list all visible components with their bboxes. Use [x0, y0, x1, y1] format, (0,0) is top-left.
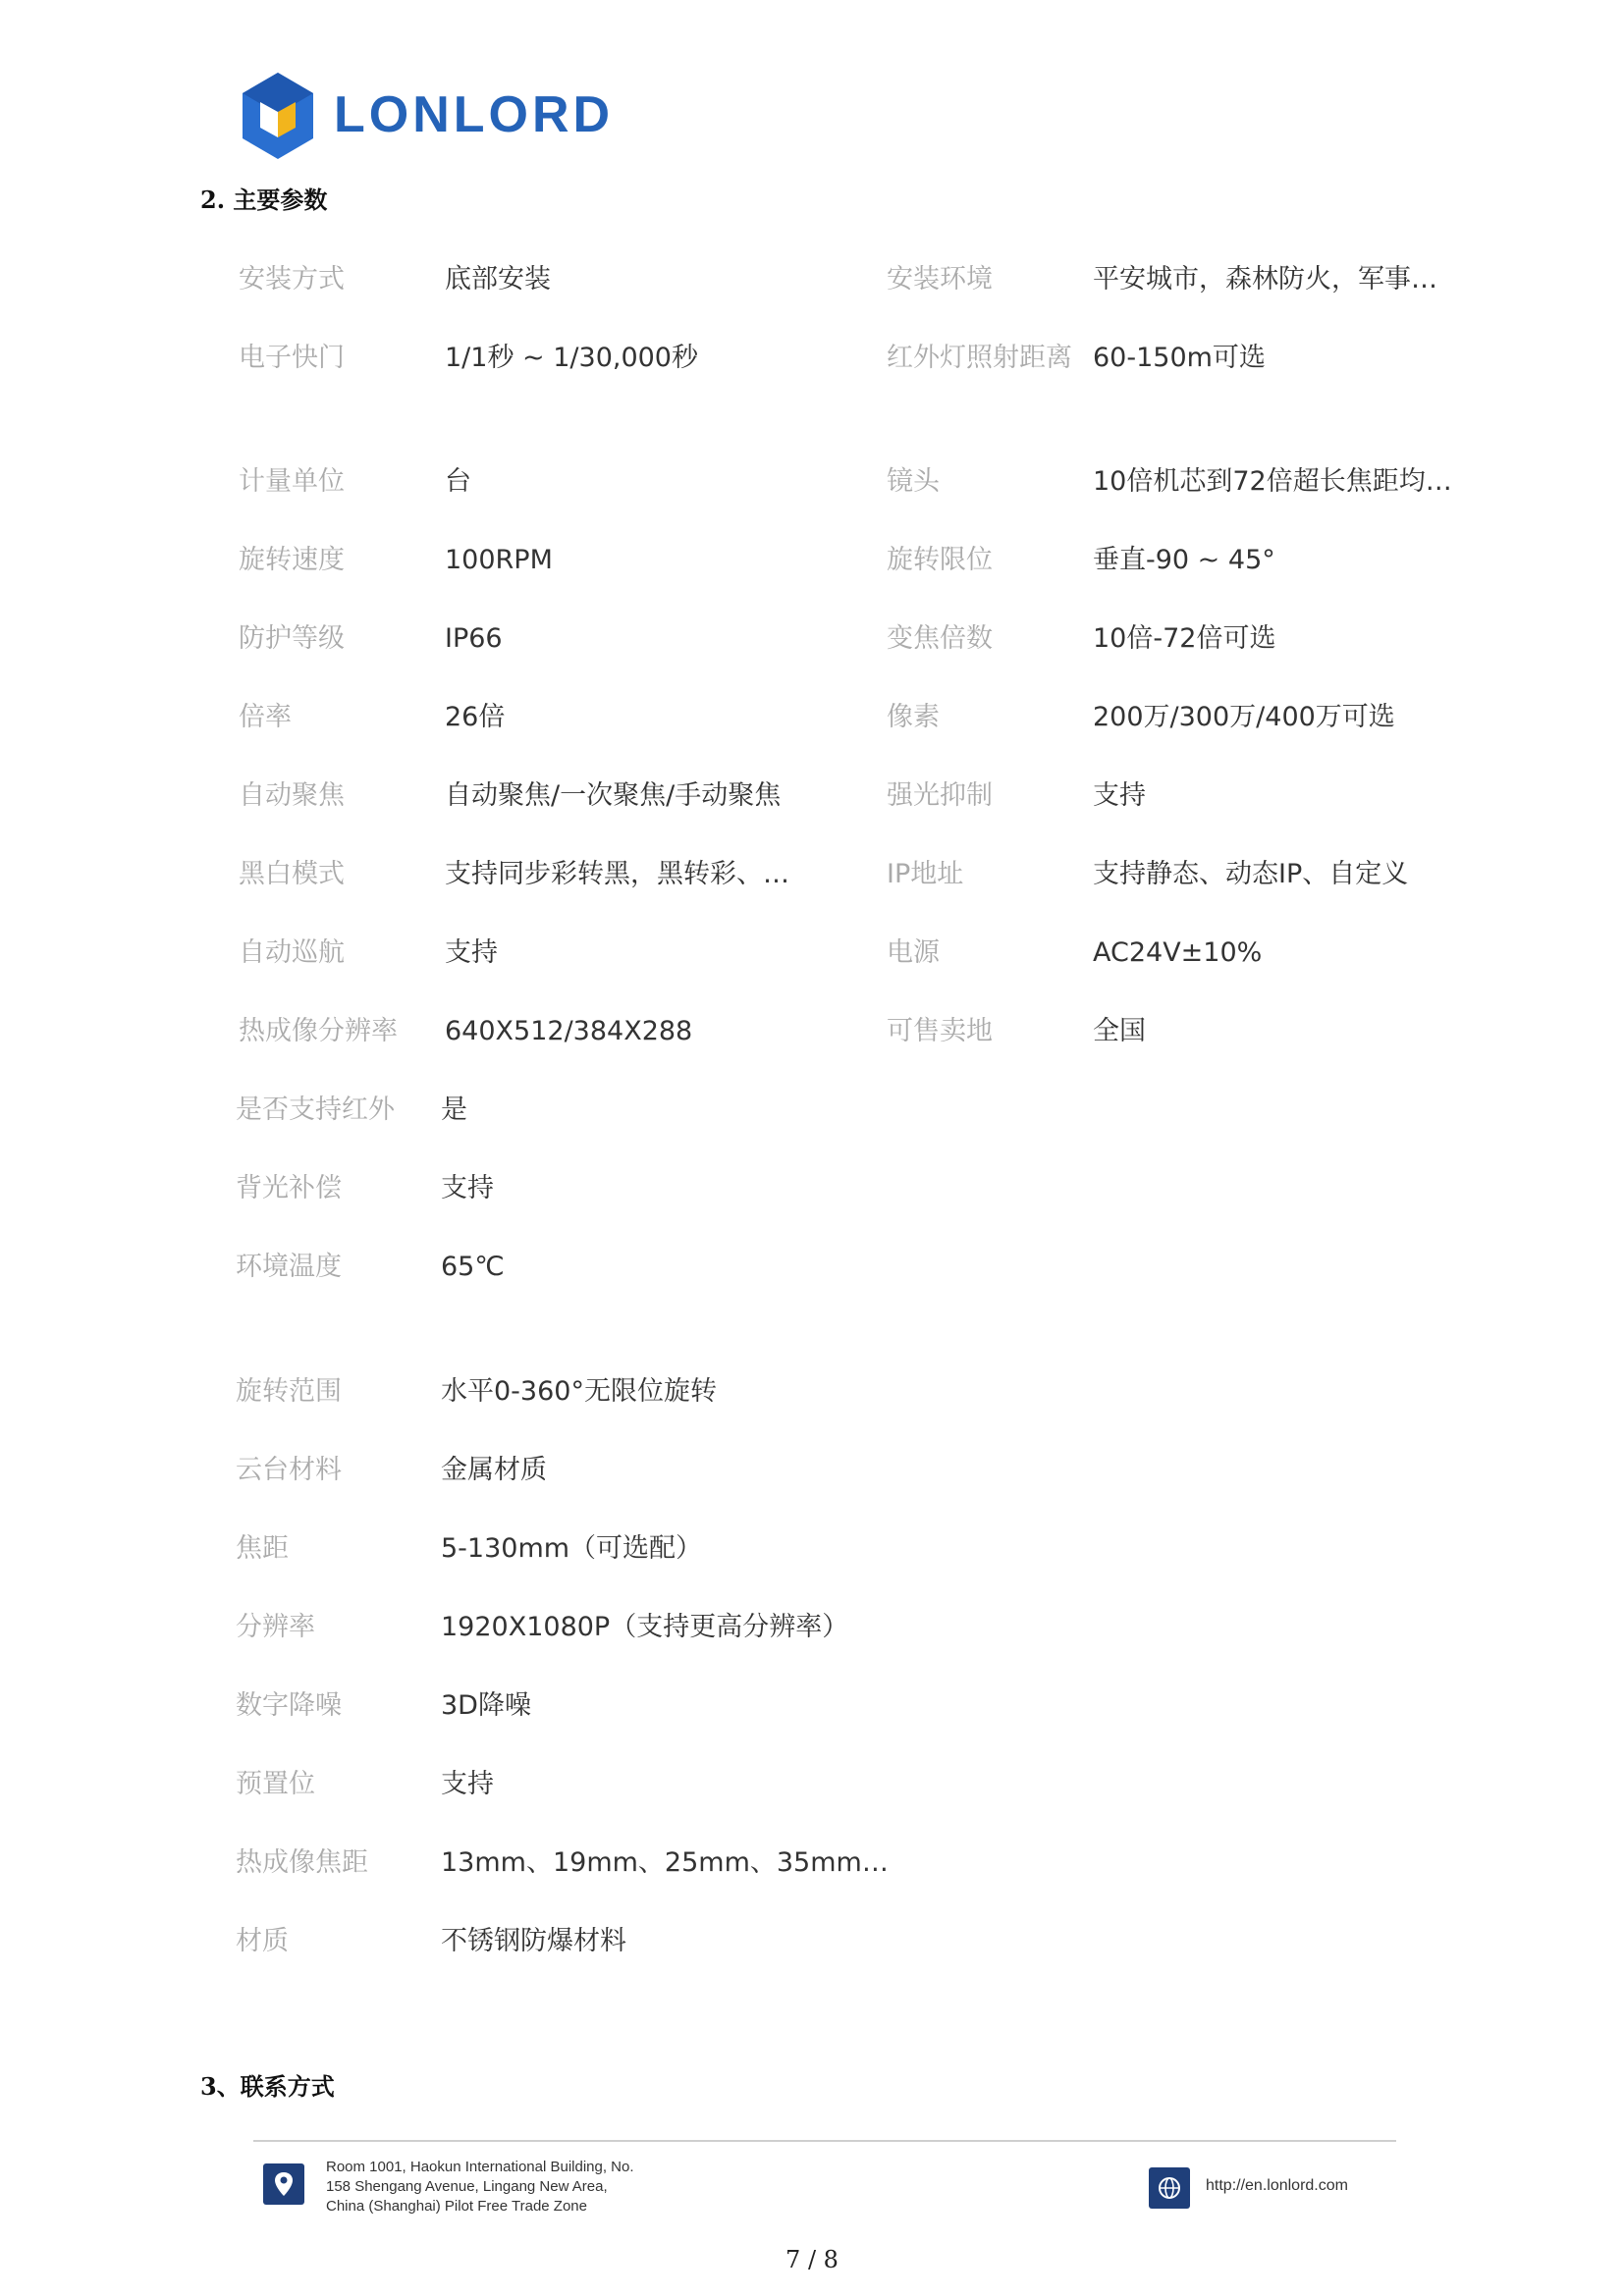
param-value: 10倍-72倍可选 [1093, 623, 1276, 654]
param-label: 黑白模式 [239, 859, 345, 889]
param-value: 60-150m可选 [1093, 343, 1266, 373]
param-label: 可售卖地 [887, 1016, 993, 1046]
param-label: 是否支持红外 [236, 1095, 395, 1125]
param-value: 支持同步彩转黑，黑转彩、… [445, 859, 789, 889]
param-label: 材质 [236, 1926, 289, 1956]
logo-mark-icon [239, 69, 317, 163]
company-logo [239, 69, 631, 163]
param-label: 焦距 [236, 1533, 289, 1564]
address-line: Room 1001, Haokun International Building, No. [326, 2159, 634, 2175]
param-value: 支持 [441, 1769, 494, 1799]
param-label: 热成像焦距 [236, 1847, 368, 1878]
param-value: 是 [441, 1095, 467, 1125]
param-label: 像素 [887, 702, 940, 732]
address-line: China (Shanghai) Pilot Free Trade Zone [326, 2198, 587, 2215]
param-value: 全国 [1093, 1016, 1146, 1046]
param-label: 红外灯照射距离 [887, 343, 1072, 373]
param-value: 支持 [1093, 780, 1146, 811]
param-label: 电源 [887, 937, 940, 968]
param-value: 10倍机芯到72倍超长焦距均… [1093, 466, 1452, 497]
param-value: 3D降噪 [441, 1690, 531, 1721]
param-label: 分辨率 [236, 1612, 315, 1642]
param-label: 自动聚焦 [239, 780, 345, 811]
param-label: 安装环境 [887, 264, 993, 294]
section-heading-contact: 3、联系方式 [200, 2072, 335, 2101]
param-label: 环境温度 [236, 1252, 342, 1282]
param-value: 支持 [441, 1173, 494, 1203]
contact-card [253, 2140, 1396, 2222]
param-value: 支持 [445, 937, 498, 968]
contact-address [326, 2158, 634, 2216]
param-label: 数字降噪 [236, 1690, 342, 1721]
param-value: 100RPM [445, 545, 553, 575]
param-value: 65℃ [441, 1252, 505, 1282]
param-label: 倍率 [239, 702, 292, 732]
param-value: 1920X1080P（支持更高分辨率） [441, 1612, 849, 1642]
address-line: 158 Shengang Avenue, Lingang New Area, [326, 2178, 608, 2195]
param-value: 金属材质 [441, 1455, 547, 1485]
param-label: 云台材料 [236, 1455, 342, 1485]
location-pin-icon [263, 2163, 304, 2205]
param-value: 13mm、19mm、25mm、35mm… [441, 1847, 889, 1878]
website-link[interactable]: http://en.lonlord.com [1206, 2177, 1348, 2194]
param-label: 自动巡航 [239, 937, 345, 968]
param-value: 台 [445, 466, 471, 497]
param-label: 热成像分辨率 [239, 1016, 398, 1046]
page-number: 7 / 8 [785, 2246, 839, 2273]
website-icon [1149, 2167, 1190, 2209]
param-label: 背光补偿 [236, 1173, 342, 1203]
param-value: AC24V±10% [1093, 937, 1263, 968]
param-label: 镜头 [887, 466, 940, 497]
param-value: 26倍 [445, 702, 506, 732]
param-label: 防护等级 [239, 623, 345, 654]
param-value: 640X512/384X288 [445, 1016, 693, 1046]
param-label: 强光抑制 [887, 780, 993, 811]
param-value: 水平0-360°无限位旋转 [441, 1376, 717, 1407]
param-value: 平安城市，森林防火，军事… [1093, 264, 1437, 294]
param-label: 旋转范围 [236, 1376, 342, 1407]
param-value: 5-130mm（可选配） [441, 1533, 703, 1564]
param-label: 安装方式 [239, 264, 345, 294]
param-value: 支持静态、动态IP、自定义 [1093, 859, 1409, 889]
param-value: 底部安装 [445, 264, 551, 294]
param-value: 自动聚焦/一次聚焦/手动聚焦 [445, 780, 782, 811]
param-label: 旋转速度 [239, 545, 345, 575]
param-label: 旋转限位 [887, 545, 993, 575]
param-value: 垂直-90 ~ 45° [1093, 545, 1275, 575]
param-value: 200万/300万/400万可选 [1093, 702, 1395, 732]
param-label: 变焦倍数 [887, 623, 993, 654]
param-value: 1/1秒 ~ 1/30,000秒 [445, 343, 698, 373]
param-label: 计量单位 [239, 466, 345, 497]
param-value: 不锈钢防爆材料 [441, 1926, 626, 1956]
param-label: 电子快门 [239, 343, 345, 373]
param-label: 预置位 [236, 1769, 315, 1799]
param-value: IP66 [445, 623, 503, 654]
brand-name: LONLORD [334, 86, 615, 143]
section-heading-params: 2. 主要参数 [200, 186, 328, 214]
param-label: IP地址 [887, 859, 964, 889]
